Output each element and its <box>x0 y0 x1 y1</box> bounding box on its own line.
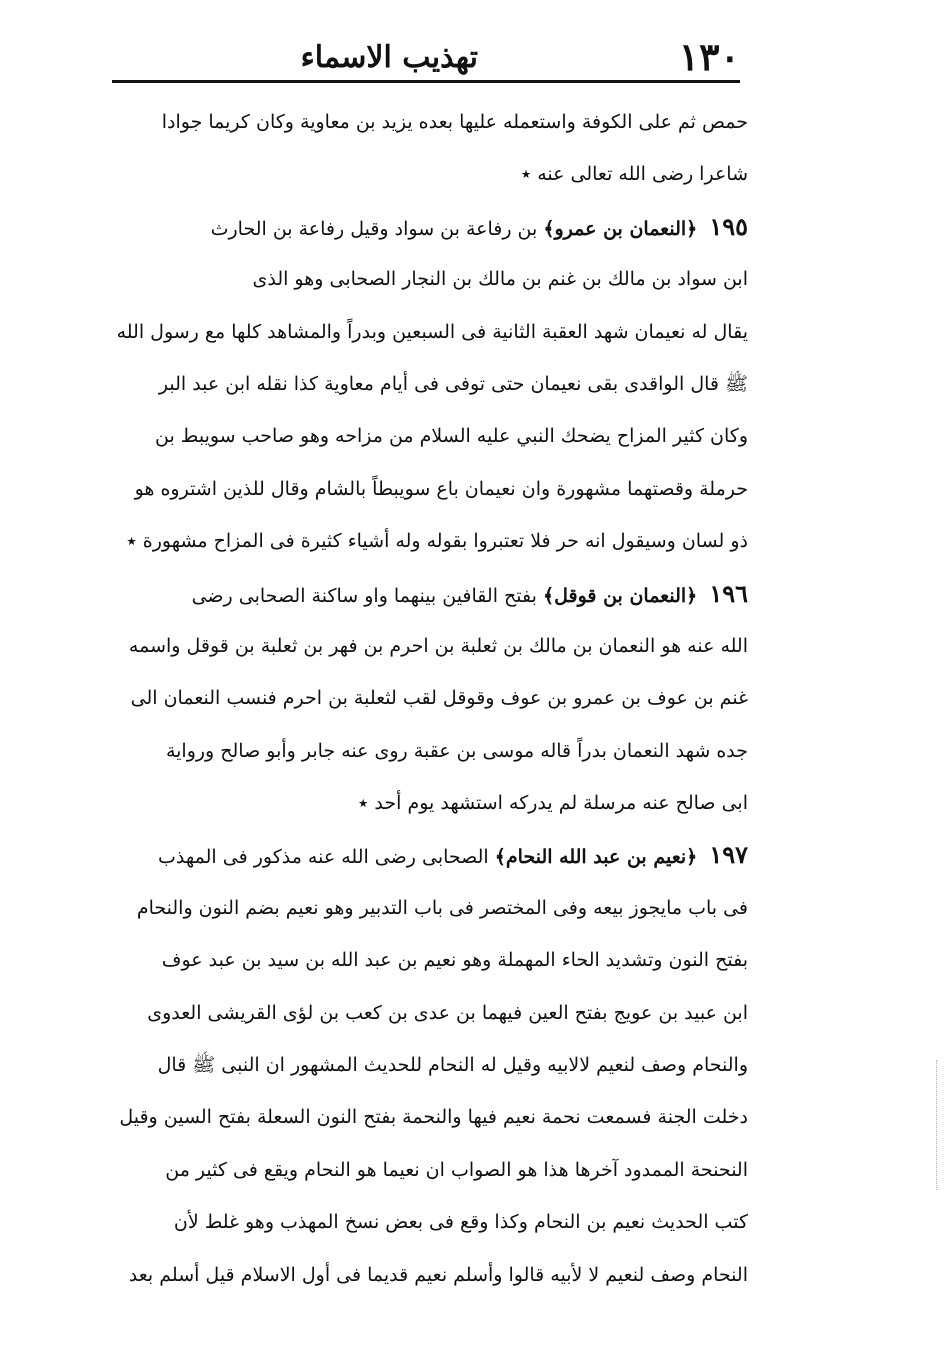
text-line: فى باب مايجوز بيعه وفى المختصر فى باب التدبير وهو نعيم بضم النون والنحام <box>136 896 748 919</box>
text-line: النحام وصف لنعيم لا لأبيه قالوا وأسلم نعيم قديما فى أول الاسلام قيل أسلم بعد <box>128 1263 748 1286</box>
scan-edge-marks <box>936 1060 943 1190</box>
text-line: النحنحة الممدود آخرها هذا هو الصواب ان نعيما هو النحام ويقع فى كثير من <box>165 1158 748 1181</box>
text-line: ابى صالح عنه مرسلة لم يدركه استشهد يوم أحد ٭ <box>358 792 748 815</box>
text-line: حرملة وقصتهما مشهورة وان نعيمان باع سويبطاً بالشام وقال للذين اشتروه هو <box>134 477 748 500</box>
page-header <box>100 32 740 82</box>
running-title: تهذيب الاسماء <box>300 40 478 75</box>
entry-name: ﴿نعيم بن عبد الله النحام﴾ <box>494 846 698 869</box>
text-line: دخلت الجنة فسمعت نحمة نعيم فيها والنحمة بفتح النون السعلة بفتح السين وقيل <box>119 1106 748 1129</box>
entry-line: ١٩٧ ﴿نعيم بن عبد الله النحام﴾ الصحابى رضى الله عنه مذكور فى المهذب <box>158 840 748 870</box>
text-line: شاعرا رضى الله تعالى عنه ٭ <box>520 163 748 186</box>
entry-name: ﴿النعمان بن عمرو﴾ <box>543 217 698 240</box>
text-line: ذو لسان وسيقول انه حر فلا تعتبروا بقوله وله أشياء كثيرة فى المزاح مشهورة ٭ <box>126 530 748 553</box>
entry-line: ١٩٦ ﴿النعمان بن قوقل﴾ بفتح القافين بينهما واو ساكنة الصحابى رضى <box>191 578 748 608</box>
text-line: ابن سواد بن مالك بن غنم بن مالك بن النجار الصحابى وهو الذى <box>252 268 748 291</box>
entry-number: ١٩٦ <box>709 578 748 608</box>
entry-line: ١٩٥ ﴿النعمان بن عمرو﴾ بن رفاعة بن سواد وقيل رفاعة بن الحارث <box>210 211 748 241</box>
text-line: كتب الحديث نعيم بن النحام وكذا وقع فى بعض نسخ المهذب وهو غلط لأن <box>173 1211 748 1234</box>
page-body <box>100 96 748 1301</box>
text-line: ابن عبيد بن عويج بفتح العين فيهما بن عدى بن كعب بن لؤى القريشى العدوى <box>147 1001 748 1024</box>
text-line: وكان كثير المزاح يضحك النبي عليه السلام من مزاحه وهو صاحب سويبط بن <box>155 425 748 448</box>
text-line: حمص ثم على الكوفة واستعمله عليها بعده يزيد بن معاوية وكان كريما جوادا <box>161 111 748 133</box>
entry-number: ١٩٥ <box>709 211 748 241</box>
text-line: ﷺ قال الواقدى بقى نعيمان حتى توفى فى أيام معاوية كذا نقله ابن عبد البر <box>158 372 748 395</box>
text-line: والنحام وصف لنعيم لالابيه وقيل له النحام للحديث المشهور ان النبى ﷺ قال <box>157 1054 748 1077</box>
entry-name: ﴿النعمان بن قوقل﴾ <box>542 584 698 607</box>
entry-number: ١٩٧ <box>709 840 748 870</box>
text-line: غنم بن عوف بن عمرو بن عوف وقوقل لقب لثعلبة بن احرم فنسب النعمان الى <box>130 687 748 710</box>
header-rule <box>112 80 740 83</box>
text-line: يقال له نعيمان شهد العقبة الثانية فى السبعين وبدراً والمشاهد كلها مع رسول الله <box>116 320 748 343</box>
page-number: ١٣٠ <box>678 34 740 79</box>
text-line: جده شهد النعمان بدراً قاله موسى بن عقبة روى عنه جابر وأبو صالح ورواية <box>165 739 748 762</box>
text-line: الله عنه هو النعمان بن مالك بن ثعلبة بن احرم بن فهر بن ثعلبة بن قوقل واسمه <box>128 634 748 657</box>
text-line: بفتح النون وتشديد الحاء المهملة وهو نعيم بن عبد الله بن سيد بن عبد عوف <box>161 949 748 972</box>
